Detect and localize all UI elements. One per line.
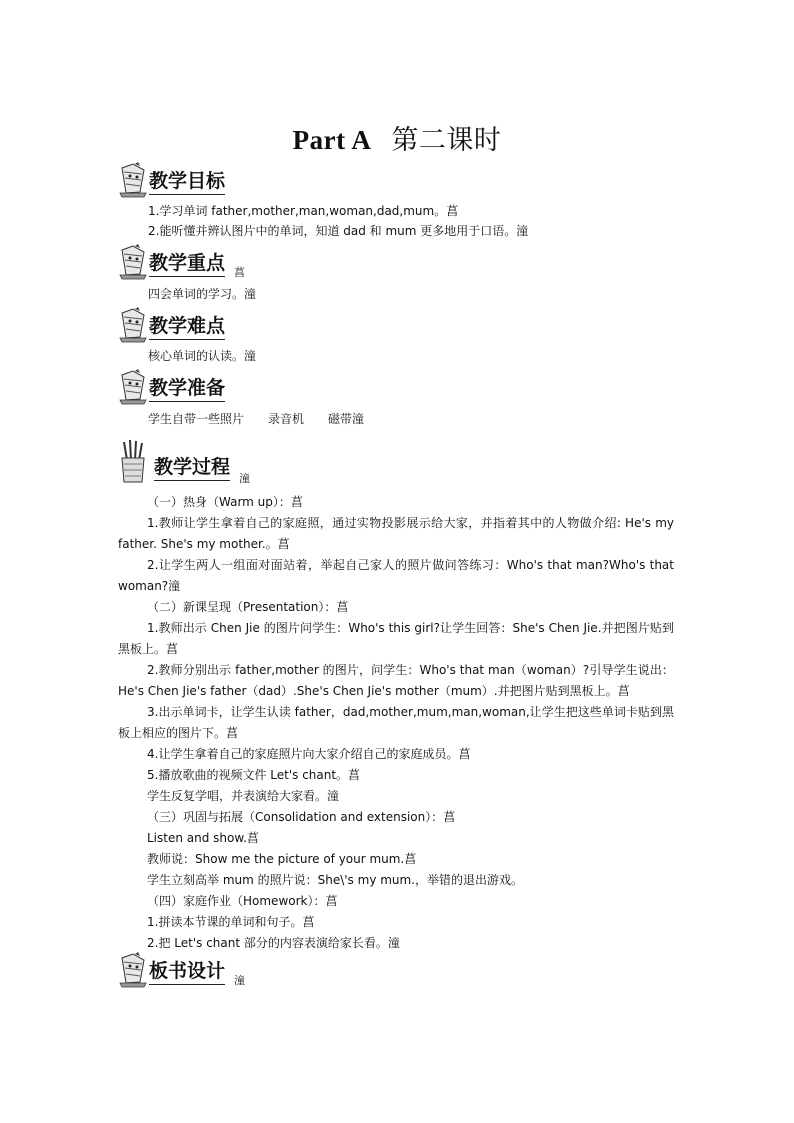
process-para-15: （四）家庭作业（Homework）：菖 [147,894,338,908]
prep-line-1: 学生自带一些照片 录音机 磁带潼 [148,412,365,426]
pencil-cup-icon [118,438,150,484]
process-para-14: 学生立刻高举 mum 的照片说：She\'s my mum.，举错的退出游戏。 [147,873,524,887]
title-english: Part A [292,125,372,155]
process-para-11: （三）巩固与拓展（Consolidation and extension）：菖 [147,810,456,824]
process-para-9: 5.播放歌曲的视频文件 Let's chant。菖 [147,768,361,782]
process-para-12: Listen and show.菖 [147,831,259,845]
heading-text: 教学难点 [149,311,225,340]
process-para-6: 2.教师分别出示 father,mother 的图片，问学生：Who's that man（woman）?引导学生说出：He's Chen Jie's father（dad）.She's Chen Jie's mother（mum）.并把图片贴到黑板上。菖 [118,663,674,698]
difficult-line-1: 核心单词的认读。潼 [148,349,257,363]
heading-text: 板书设计 [149,956,225,985]
goal-line-1: 1.学习单词 father,mother,man,woman,dad,mum。菖 [148,204,459,218]
process-para-5: 1.教师出示 Chen Jie 的图片问学生：Who's this girl?让学生回答：She's Chen Jie.并把图片贴到黑板上。菖 [118,621,674,656]
process-para-13: 教师说：Show me the picture of your mum.菖 [147,852,417,866]
process-para-3: 2.让学生两人一组面对面站着，举起自己家人的照片做问答练习：Who's that man?Who's that woman?潼 [118,558,674,593]
heading-mark: 潼 [234,974,245,987]
process-para-2: 1.教师让学生拿着自己的家庭照，通过实物投影展示给大家，并指着其中的人物做介绍: He's my father. She's my mother.。菖 [118,516,674,551]
process-para-7: 3.出示单词卡，让学生认读 father，dad,mother,mum,man,woman,让学生把这些单词卡贴到黑板上相应的图片下。菖 [118,705,674,740]
key-line-1: 四会单词的学习。潼 [148,287,257,301]
process-para-8: 4.让学生拿着自己的家庭照片向大家介绍自己的家庭成员。菖 [147,747,471,761]
pencil-mascot-icon [118,952,148,988]
page-title [0,118,794,157]
goal-line-2: 2.能听懂并辨认图片中的单词，知道 dad 和 mum 更多地用于口语。潼 [148,224,529,238]
process-para-4: （二）新课呈现（Presentation）：菖 [147,600,349,614]
title-chinese: 第二课时 [391,125,502,156]
process-para-16: 1.拼读本节课的单词和句子。菖 [147,915,315,929]
heading-mark: 菖 [234,266,245,279]
heading-text: 教学目标 [149,166,225,195]
heading-mark: 潼 [239,472,250,485]
pencil-mascot-icon [118,307,148,343]
heading-text: 教学重点 [149,248,225,277]
process-para-1: （一）热身（Warm up）：菖 [147,495,303,509]
pencil-mascot-icon [118,369,148,405]
heading-text: 教学过程 [154,452,230,481]
process-para-10: 学生反复学唱，并表演给大家看。潼 [147,789,340,803]
process-para-17: 2.把 Let's chant 部分的内容表演给家长看。潼 [147,936,400,950]
pencil-mascot-icon [118,162,148,198]
pencil-mascot-icon [118,244,148,280]
heading-text: 教学准备 [149,373,225,402]
